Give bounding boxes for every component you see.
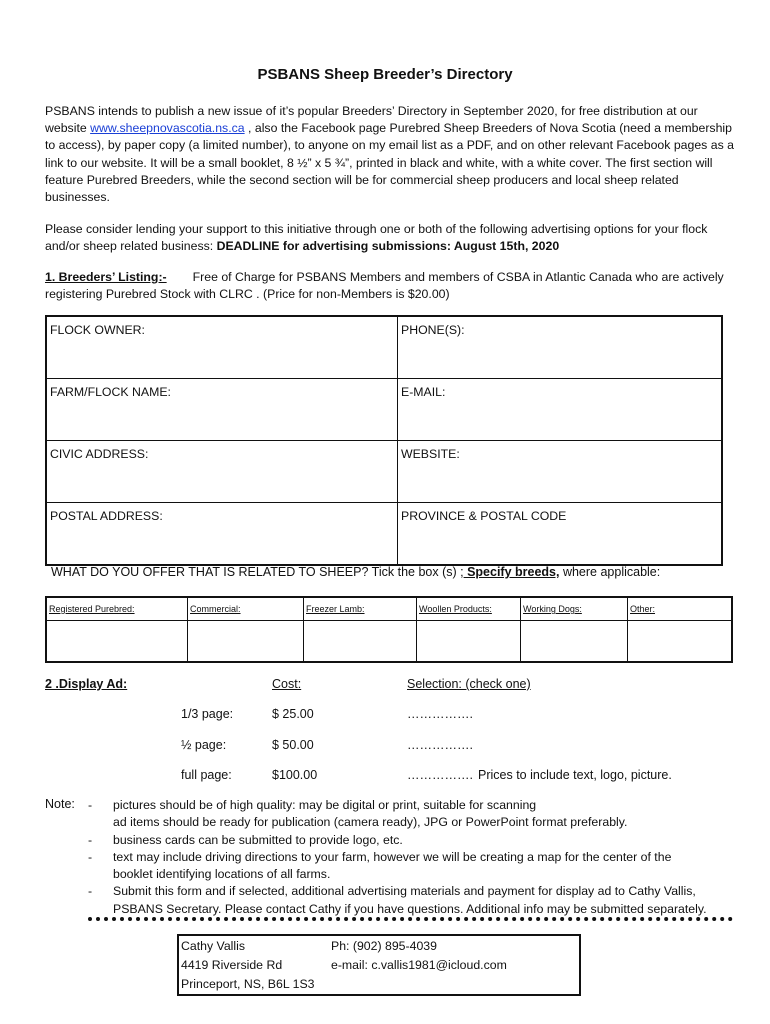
note-item: - Submit this form and if selected, additional advertising materials and payment for display ad to Cathy Vallis, (88, 884, 696, 899)
column-working-dogs: Working Dogs: (521, 597, 628, 621)
contact-box (177, 934, 581, 996)
contact-street: 4419 Riverside Rd (181, 958, 283, 972)
page-title: PSBANS Sheep Breeder’s Directory (257, 66, 513, 83)
selection-label: Selection: (check one) (407, 677, 531, 691)
deadline-text: DEADLINE for advertising submissions: August 15th, 2020 (216, 239, 560, 254)
other-box[interactable] (628, 621, 733, 663)
listing-heading: 1. Breeders’ Listing:- (45, 270, 167, 284)
offer-question-end: where applicable: (559, 565, 661, 579)
contact-name: Cathy Vallis (181, 939, 246, 953)
note-item: - business cards can be submitted to provide logo, etc. (88, 832, 403, 847)
ad-select-third[interactable]: ……………. (407, 707, 473, 721)
ad-size-third: 1/3 page: (181, 707, 234, 721)
ad-size-half: ½ page: (181, 738, 227, 752)
ad-cost-third: $ 25.00 (272, 707, 314, 721)
support-text: Please consider lending your support to this initiative through one or both of the following advertising options for your flock and/or sheep related business: (45, 222, 708, 254)
province-postal-field[interactable]: PROVINCE & POSTAL CODE (398, 503, 723, 566)
note-item: - text may include driving directions to your farm, however we will be creating a map for the center of the (88, 849, 672, 864)
breeder-info-table (45, 315, 723, 566)
ad-select-full[interactable]: ……………. (407, 768, 473, 782)
civic-address-field[interactable]: CIVIC ADDRESS: (46, 441, 398, 503)
contact-phone: Ph: (902) 895-4039 (331, 939, 437, 953)
website-link[interactable]: www.sheepnovascotia.ns.ca (90, 121, 245, 136)
website-field[interactable]: WEBSITE: (398, 441, 723, 503)
offer-table (45, 596, 733, 663)
note-label: Note: (45, 797, 75, 811)
price-note: Prices to include text, logo, picture. (478, 768, 672, 782)
form-row (46, 316, 722, 379)
flock-owner-field[interactable]: FLOCK OWNER: (46, 316, 398, 379)
column-woollen-products: Woollen Products: (417, 597, 521, 621)
specify-breeds-text: Specify breeds, (463, 565, 560, 579)
form-row (46, 379, 722, 441)
column-commercial: Commercial: (188, 597, 304, 621)
offer-question (51, 565, 660, 579)
note-item: ad items should be ready for publication (camera ready), JPG or PowerPoint format preferably. (113, 815, 628, 830)
postal-address-field[interactable]: POSTAL ADDRESS: (46, 503, 398, 566)
listing-paragraph (45, 269, 735, 303)
commercial-box[interactable] (188, 621, 304, 663)
notes-list (88, 797, 738, 918)
dotted-divider (88, 917, 733, 921)
listing-text: Free of Charge for PSBANS Members and members of CSBA in Atlantic Canada who are actively registering Purebred Stock with CLRC . (Price for non-Members is $20.00) (45, 270, 724, 302)
note-item: - pictures should be of high quality: may be digital or print, suitable for scanning (88, 798, 537, 812)
intro-paragraph (45, 103, 735, 206)
ad-cost-half: $ 50.00 (272, 738, 314, 752)
column-freezer-lamb: Freezer Lamb: (304, 597, 417, 621)
intro-text-end: , also the Facebook page Purebred Sheep Breeders of Nova Scotia (need a membership to access), by paper copy (a limited number), to anyone on my email list as a PDF, and on other relevant Facebook pages as a link to our website. It will be a small booklet, 8 ½” x 5 ¾”, printed in black and white, with a white cover. The first section will feature Purebred Breeders, while the second section will be for commercial sheep producers and local sheep related businesses. (45, 121, 734, 205)
ad-cost-full: $100.00 (272, 768, 318, 782)
column-registered-purebred: Registered Purebred: (46, 597, 188, 621)
woollen-products-box[interactable] (417, 621, 521, 663)
freezer-lamb-box[interactable] (304, 621, 417, 663)
cost-label: Cost: (272, 677, 302, 691)
contact-email[interactable]: e-mail: c.vallis1981@icloud.com (331, 958, 507, 972)
form-row (46, 503, 722, 566)
offer-question-text: WHAT DO YOU OFFER THAT IS RELATED TO SHEEP? Tick the box (s) ; (51, 565, 464, 579)
farm-name-field[interactable]: FARM/FLOCK NAME: (46, 379, 398, 441)
contact-city: Princeport, NS, B6L 1S3 (181, 977, 315, 991)
email-field[interactable]: E-MAIL: (398, 379, 723, 441)
ad-select-half[interactable]: ……………. (407, 738, 473, 752)
registered-purebred-box[interactable] (46, 621, 188, 663)
phone-field[interactable]: PHONE(S): (398, 316, 723, 379)
display-ad-heading: 2 .Display Ad: (45, 677, 128, 691)
column-other: Other: (628, 597, 733, 621)
form-row (46, 441, 722, 503)
note-item: booklet identifying locations of all farms. (113, 867, 331, 882)
note-item: PSBANS Secretary. Please contact Cathy if you have questions. Additional info may be submitted separately. (113, 901, 707, 916)
working-dogs-box[interactable] (521, 621, 628, 663)
ad-size-full: full page: (181, 768, 232, 782)
support-paragraph (45, 221, 735, 255)
intro-text-start: PSBANS intends to publish a new issue of it’s popular Breeders’ Directory in September 2020, for free distribution at our website (45, 104, 698, 136)
